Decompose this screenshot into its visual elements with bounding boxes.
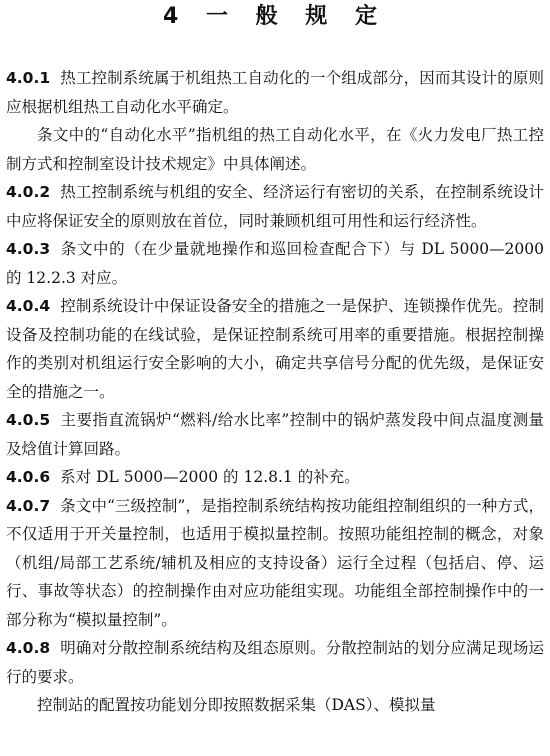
clause-text: 热工控制系统与机组的安全、经济运行有密切的关系，在控制系统设计中应将保证安全的原则放在首位，同时兼顾机组可用性和运行经济性。: [6, 183, 544, 230]
clause-text: 条文中的“自动化水平”指机组的热工自动化水平，在《火力发电厂热工控制方式和控制室设计技术规定》中具体阐述。: [6, 126, 544, 173]
clause-text: 条文中的（在少量就地操作和巡回检查配合下）与 DL 5000—2000 的 12.2.3 对应。: [6, 240, 544, 287]
clause-4-0-8: [6, 634, 544, 691]
clause-4-0-4: [6, 292, 544, 406]
clause-4-0-7: [6, 492, 544, 635]
clause-number: 4.0.7: [6, 496, 51, 515]
clause-text: 系对 DL 5000—2000 的 12.8.1 的补充。: [60, 468, 360, 486]
clause-number: 4.0.1: [6, 69, 51, 87]
clause-4-0-8-continuation: [6, 691, 544, 720]
clause-4-0-5: [6, 406, 544, 463]
document-body: [6, 64, 544, 720]
clause-4-0-3: [6, 235, 544, 292]
section-title: 4 一 般 规 定: [163, 4, 387, 29]
clause-text: 条文中“三级控制”，是指控制系统结构按功能组控制组织的一种方式，不仅适用于开关量控制，也适用于模拟量控制。按照功能组控制的概念，对象（机组/局部工艺系统/辅机及相应的支持设备）运行全过程（包括启、停、运行、事故等状态）的控制操作由对应功能组实现。功能组全部控制操作中的一部分称为“模拟量控制”。: [6, 496, 544, 629]
clause-4-0-1: [6, 64, 544, 121]
clause-number: 4.0.2: [6, 183, 51, 201]
clause-text: 明确对分散控制系统结构及组态原则。分散控制站的划分应满足现场运行的要求。: [6, 639, 544, 686]
clause-text: 控制系统设计中保证设备安全的措施之一是保护、连锁操作优先。控制设备及控制功能的在线试验，是保证控制系统可用率的重要措施。根据控制操作的类别对机组运行安全影响的大小，确定共享信号分配的优先级，是保证安全的措施之一。: [6, 297, 544, 401]
clause-4-0-1-explanation: [6, 121, 544, 178]
clause-4-0-6: [6, 463, 544, 492]
clause-number: 4.0.6: [6, 468, 51, 486]
clause-4-0-2: [6, 178, 544, 235]
clause-number: 4.0.5: [6, 411, 51, 429]
clause-text: 热工控制系统属于机组热工自动化的一个组成部分，因而其设计的原则应根据机组热工自动化水平确定。: [6, 69, 544, 116]
clause-text: 主要指直流锅炉“燃料/给水比率”控制中的锅炉蒸发段中间点温度测量及焓值计算回路。: [6, 411, 544, 458]
clause-text: 控制站的配置按功能划分即按照数据采集（DAS）、模拟量: [37, 696, 436, 714]
clause-number: 4.0.3: [6, 240, 51, 258]
clause-number: 4.0.8: [6, 639, 51, 657]
clause-number: 4.0.4: [6, 297, 51, 315]
